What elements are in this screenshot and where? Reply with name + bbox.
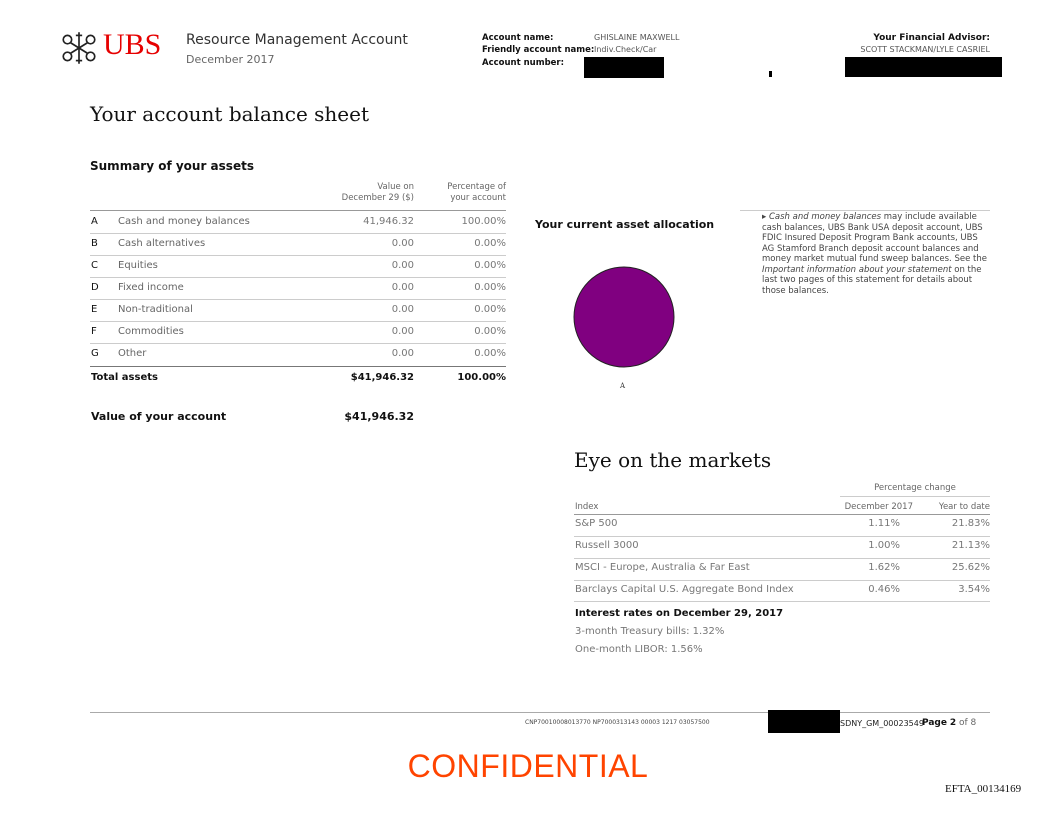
row-pct: 0.00% <box>474 326 506 337</box>
row-label: Other <box>118 348 147 359</box>
footer-rule <box>90 712 990 713</box>
market-month: 0.46% <box>868 584 900 595</box>
account-value-label: Value of your account <box>91 410 227 423</box>
market-ytd: 25.62% <box>951 562 990 573</box>
note-text-1: may include available cash balances, UBS Bank USA deposit account, UBS FDIC Insured Deposit Program Bank accounts, UBS AG Stamford Branch deposit account balances and money market mutual fund sweep balances. See the <box>762 212 987 264</box>
market-ytd: 21.13% <box>951 540 990 551</box>
row-label: Commodities <box>118 326 184 337</box>
page-indicator <box>922 718 976 728</box>
market-ytd: 3.54% <box>958 584 990 595</box>
ytd-col-header: Year to date <box>938 502 990 512</box>
summary-title: Summary of your assets <box>90 159 254 173</box>
advisor-label: Your Financial Advisor: <box>873 33 990 43</box>
markets-top-rule <box>574 514 990 515</box>
pct-col-header-2: your account <box>450 193 506 203</box>
market-index: S&P 500 <box>575 518 618 529</box>
row-label: Equities <box>118 260 158 271</box>
ubs-keys-logo <box>58 30 100 66</box>
account-name-label: Account name: <box>482 33 554 43</box>
value-col-header-2: December 29 ($) <box>341 193 414 203</box>
row-letter: B <box>91 238 98 249</box>
row-pct: 0.00% <box>474 348 506 359</box>
note-italic-important: Important information about your statement <box>762 264 952 275</box>
row-value: 0.00 <box>391 282 414 293</box>
account-number-label: Account number: <box>482 58 565 68</box>
market-index: MSCI - Europe, Australia & Far East <box>575 562 750 573</box>
market-ytd: 21.83% <box>951 518 990 529</box>
row-letter: G <box>91 348 99 359</box>
footer-code: CNP70010008013770 NP7000313143 00003 1217 03057500 <box>525 719 710 726</box>
market-index: Barclays Capital U.S. Aggregate Bond Index <box>575 584 794 595</box>
note-bullet: ▸ <box>762 212 767 222</box>
allocation-pie-chart <box>572 265 676 369</box>
account-name-value: GHISLAINE MAXWELL <box>594 33 680 42</box>
cash-note <box>762 212 987 296</box>
row-letter: C <box>91 260 98 271</box>
friendly-name-label: Friendly account name: <box>482 45 595 55</box>
market-row-rule <box>574 558 990 559</box>
row-rule <box>90 277 506 278</box>
note-italic-cash: Cash and money balances <box>768 212 882 222</box>
pct-col-header-1: Percentage of <box>447 182 506 192</box>
row-label: Fixed income <box>118 282 184 293</box>
row-label: Cash alternatives <box>118 238 206 249</box>
rate-libor: One-month LIBOR: 1.56% <box>575 644 703 655</box>
row-letter: E <box>91 304 98 315</box>
row-letter: F <box>91 326 97 337</box>
row-value: 0.00 <box>391 238 414 249</box>
row-value: 0.00 <box>391 326 414 337</box>
bates-number: SDNY_GM_00023549 <box>840 719 924 728</box>
row-letter: A <box>91 216 98 227</box>
row-label: Cash and money balances <box>118 216 250 227</box>
page-word: Page <box>922 718 947 728</box>
pct-change-rule <box>840 496 990 497</box>
table-top-rule <box>90 210 506 211</box>
rate-treasury: 3-month Treasury bills: 1.32% <box>575 626 725 637</box>
market-index: Russell 3000 <box>575 540 639 551</box>
page-total: of 8 <box>959 718 977 728</box>
ubs-logo-text: UBS <box>103 28 162 61</box>
efta-number: EFTA_00134169 <box>945 783 1022 795</box>
row-letter: D <box>91 282 99 293</box>
value-col-header-1: Value on <box>377 182 414 192</box>
note-text-2: on the last two pages of this statement for details about those balances. <box>762 264 982 296</box>
market-row-rule <box>574 536 990 537</box>
row-pct: 0.00% <box>474 304 506 315</box>
total-assets-label: Total assets <box>91 372 158 383</box>
pie-label-a: A <box>620 382 626 390</box>
page-title: Your account balance sheet <box>90 102 370 126</box>
total-rule <box>90 366 506 367</box>
market-row-rule <box>574 580 990 581</box>
note-rule <box>740 210 990 211</box>
market-month: 1.00% <box>868 540 900 551</box>
confidential-stamp: CONFIDENTIAL <box>407 748 649 784</box>
footer-redaction <box>768 710 840 733</box>
row-rule <box>90 255 506 256</box>
total-assets-value: $41,946.32 <box>350 372 414 383</box>
row-value: 0.00 <box>391 260 414 271</box>
friendly-name-value: Indiv.Check/Car <box>594 45 657 54</box>
market-month: 1.62% <box>868 562 900 573</box>
row-pct: 0.00% <box>474 238 506 249</box>
pct-change-header: Percentage change <box>874 483 956 493</box>
row-rule <box>90 343 506 344</box>
statement-title: Resource Management Account <box>186 32 408 48</box>
allocation-title: Your current asset allocation <box>535 218 715 231</box>
row-value: 41,946.32 <box>363 216 414 227</box>
total-assets-pct: 100.00% <box>457 372 506 383</box>
row-pct: 100.00% <box>461 216 506 227</box>
advisor-value: SCOTT STACKMAN/LYLE CASRIEL <box>860 45 990 54</box>
rates-title: Interest rates on December 29, 2017 <box>575 608 784 619</box>
market-month: 1.11% <box>868 518 900 529</box>
row-rule <box>90 321 506 322</box>
row-pct: 0.00% <box>474 282 506 293</box>
advisor-redaction <box>845 57 1002 77</box>
markets-title: Eye on the markets <box>574 448 772 472</box>
index-col-header: Index <box>575 502 599 512</box>
row-rule <box>90 299 506 300</box>
account-number-redaction <box>584 57 664 78</box>
statement-date: December 2017 <box>186 53 275 66</box>
page-number: 2 <box>949 718 957 728</box>
pie-slice-a <box>574 267 674 367</box>
market-row-rule <box>574 601 990 602</box>
row-pct: 0.00% <box>474 260 506 271</box>
account-value: $41,946.32 <box>344 410 414 423</box>
row-rule <box>90 233 506 234</box>
redaction-mark <box>769 71 772 77</box>
month-col-header: December 2017 <box>844 502 913 512</box>
row-label: Non-traditional <box>118 304 193 315</box>
row-value: 0.00 <box>391 304 414 315</box>
row-value: 0.00 <box>391 348 414 359</box>
